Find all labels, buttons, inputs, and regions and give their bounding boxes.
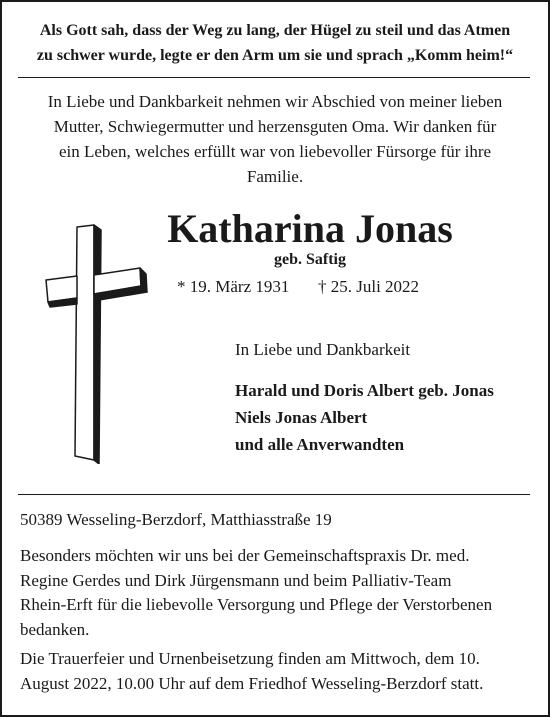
mourner-name: Niels Jonas Albert (235, 408, 368, 427)
mourners-heading: In Liebe und Dankbarkeit (235, 340, 411, 359)
intro-line: ein Leben, welches erfüllt war von liebevoller Fürsorge für ihre (58, 142, 492, 161)
quote-line: Als Gott sah, dass der Weg zu lang, der Hügel zu steil und das Atmen (39, 22, 511, 39)
mourner-name: und alle Anverwandten (235, 435, 405, 454)
funeral-line: August 2022, 10.00 Uhr auf dem Friedhof Wesseling-Berzdorf statt. (20, 673, 484, 693)
intro-text (20, 89, 530, 189)
birth-date: * 19. März 1931 (177, 277, 290, 296)
intro-line: Mutter, Schwiegermutter und herzensguten Oma. Wir danken für (53, 117, 497, 136)
divider (18, 494, 530, 495)
opening-quote (0, 18, 550, 68)
mourners-block (235, 336, 535, 458)
funeral-info (20, 647, 532, 696)
divider (18, 77, 530, 78)
quote-line: zu schwer wurde, legte er den Arm um sie und sprach „Komm heim!“ (36, 47, 514, 64)
intro-line: In Liebe und Dankbarkeit nehmen wir Abschied von meiner lieben (47, 92, 503, 111)
maiden-name: geb. Saftig (274, 251, 346, 268)
funeral-line: Die Trauerfeier und Urnenbeisetzung finden am Mittwoch, dem 10. (20, 649, 480, 668)
mourner-name: Harald und Doris Albert geb. Jonas (235, 381, 494, 400)
deceased-name: Katharina Jonas (167, 206, 453, 251)
thanks-line: Regine Gerdes und Dirk Jürgensmann und beim Palliativ-Team (20, 570, 452, 590)
cross-icon (44, 224, 154, 464)
death-date: † 25. Juli 2022 (318, 277, 420, 296)
thanks-text (20, 544, 532, 642)
address: 50389 Wesseling-Berzdorf, Matthiasstraße 19 (20, 510, 332, 529)
thanks-line: Besonders möchten wir uns bei der Gemeinschaftspraxis Dr. med. (20, 546, 470, 565)
thanks-line: Rhein-Erft für die liebevolle Versorgung und Pflege der Verstorbenen (20, 595, 493, 614)
intro-line: Familie. (246, 167, 304, 186)
thanks-line: bedanken. (20, 619, 90, 639)
